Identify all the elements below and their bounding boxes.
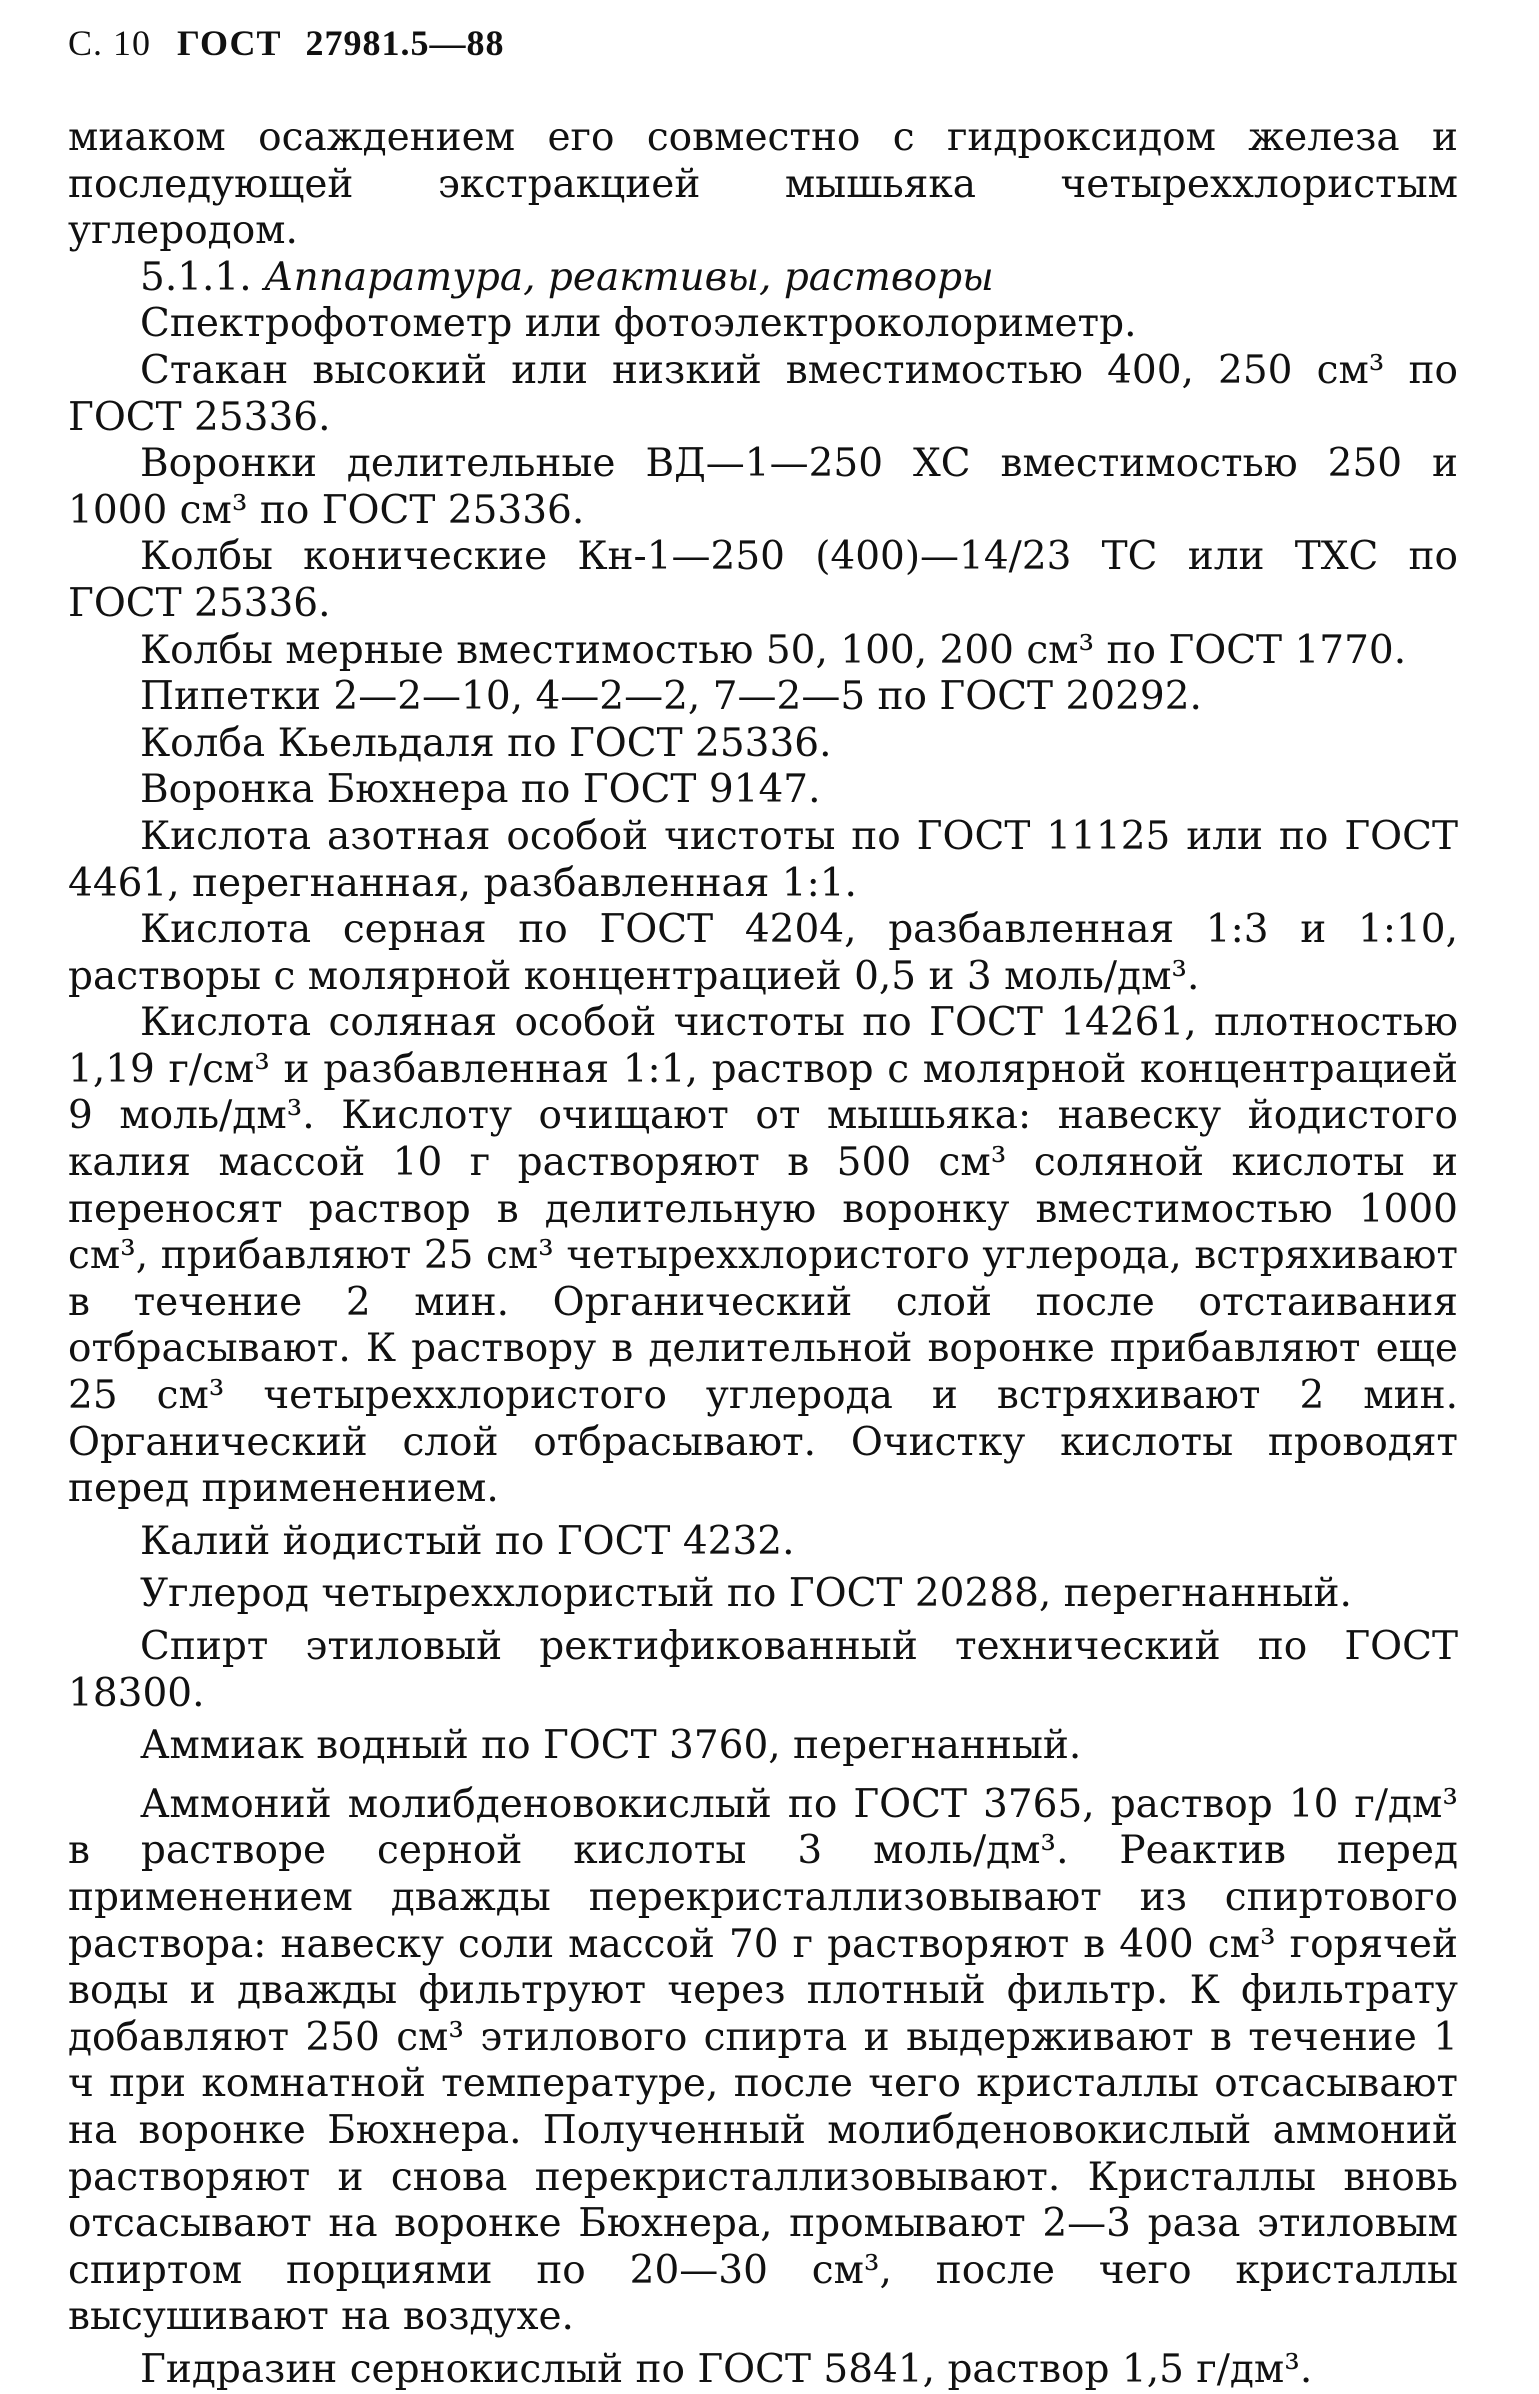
section-heading <box>68 255 1458 302</box>
paragraph: Углерод четыреххлористый по ГОСТ 20288, перегнанный. <box>140 1571 1352 1617</box>
page-header <box>68 22 504 64</box>
paragraph: Кислота соляная особой чистоты по ГОСТ 14261, плотностью 1,19 г/см³ и разбавленная 1:1, раствор с молярной концентрацией 9 моль/дм³. Кислоту очищают от мышьяка: навеску йодистого калия массой 10 г растворяют в 500 см³ соляной кислоты и переносят раствор в делительную воронку вместимостью 1000 см³, прибавляют 25 см³ четыреххлористого углерода, встряхивают в течение 2 мин. Органический слой после отстаивания отбрасывают. К раствору в делительной воронке прибавляют еще 25 см³ четыреххлористого углерода и встряхивают 2 мин. Органический слой отбрасывают. Очистку кислоты проводят перед применением. <box>68 1000 1458 1512</box>
paragraph: Спектрофотометр или фотоэлектроколориметр. <box>140 301 1137 347</box>
section-number: 5.1.1. <box>140 254 252 300</box>
paragraph: Калий йодистый по ГОСТ 4232. <box>140 1518 795 1564</box>
paragraph: Аммиак водный по ГОСТ 3760, перегнанный. <box>140 1723 1082 1769</box>
section-title: Аппаратура, реактивы, растворы <box>264 254 994 300</box>
paragraph: Воронка Бюхнера по ГОСТ 9147. <box>140 767 821 813</box>
paragraph: Пипетки 2—2—10, 4—2—2, 7—2—5 по ГОСТ 20292. <box>140 674 1202 720</box>
paragraph-continuation: миаком осаждением его совместно с гидроксидом железа и последующей экстракцией мышьяка четыреххлористым углеродом. <box>68 115 1458 254</box>
document-body <box>68 115 1458 2394</box>
paragraph: Кислота азотная особой чистоты по ГОСТ 11125 или по ГОСТ 4461, перегнанная, разбавленная 1:1. <box>68 813 1458 906</box>
paragraph: Спирт этиловый ректификованный технический по ГОСТ 18300. <box>68 1624 1458 1716</box>
standard-number: 27981.5—88 <box>305 23 505 63</box>
paragraph: Кислота серная по ГОСТ 4204, разбавленная 1:3 и 1:10, растворы с молярной концентрацией 0,5 и 3 моль/дм³. <box>68 907 1458 999</box>
standard-prefix: ГОСТ <box>177 23 282 63</box>
paragraph: Аммоний молибденовокислый по ГОСТ 3765, раствор 10 г/дм³ в растворе серной кислоты 3 моль/дм³. Реактив перед применением дважды перекристаллизовывают из спиртового раствора: навеску соли массой 70 г растворяют в 400 см³ горячей воды и дважды фильтруют через плотный фильтр. К фильтрату добавляют 250 см³ этилового спирта и выдерживают в течение 1 ч при комнатной температуре, после чего кристаллы отсасывают на воронке Бюхнера. Полученный молибденовокислый аммоний растворяют и снова перекристаллизовывают. Кристаллы вновь отсасывают на воронке Бюхнера, промывают 2—3 раза этиловым спиртом порциями по 20—30 см³, после чего кристаллы высушивают на воздухе. <box>68 1781 1458 2340</box>
paragraph: Колба Кьельдаля по ГОСТ 25336. <box>140 720 832 766</box>
page-number: С. 10 <box>68 23 152 63</box>
paragraph: Колбы мерные вместимостью 50, 100, 200 см³ по ГОСТ 1770. <box>140 627 1407 673</box>
paragraph: Гидразин сернокислый по ГОСТ 5841, раствор 1,5 г/дм³. <box>140 2346 1313 2392</box>
paragraph: Воронки делительные ВД—1—250 ХС вместимостью 250 и 1000 см³ по ГОСТ 25336. <box>68 441 1458 533</box>
paragraph: Колбы конические Кн-1—250 (400)—14/23 ТС или ТХС по ГОСТ 25336. <box>68 534 1458 626</box>
paragraph: Стакан высокий или низкий вместимостью 400, 250 см³ по ГОСТ 25336. <box>68 347 1458 440</box>
